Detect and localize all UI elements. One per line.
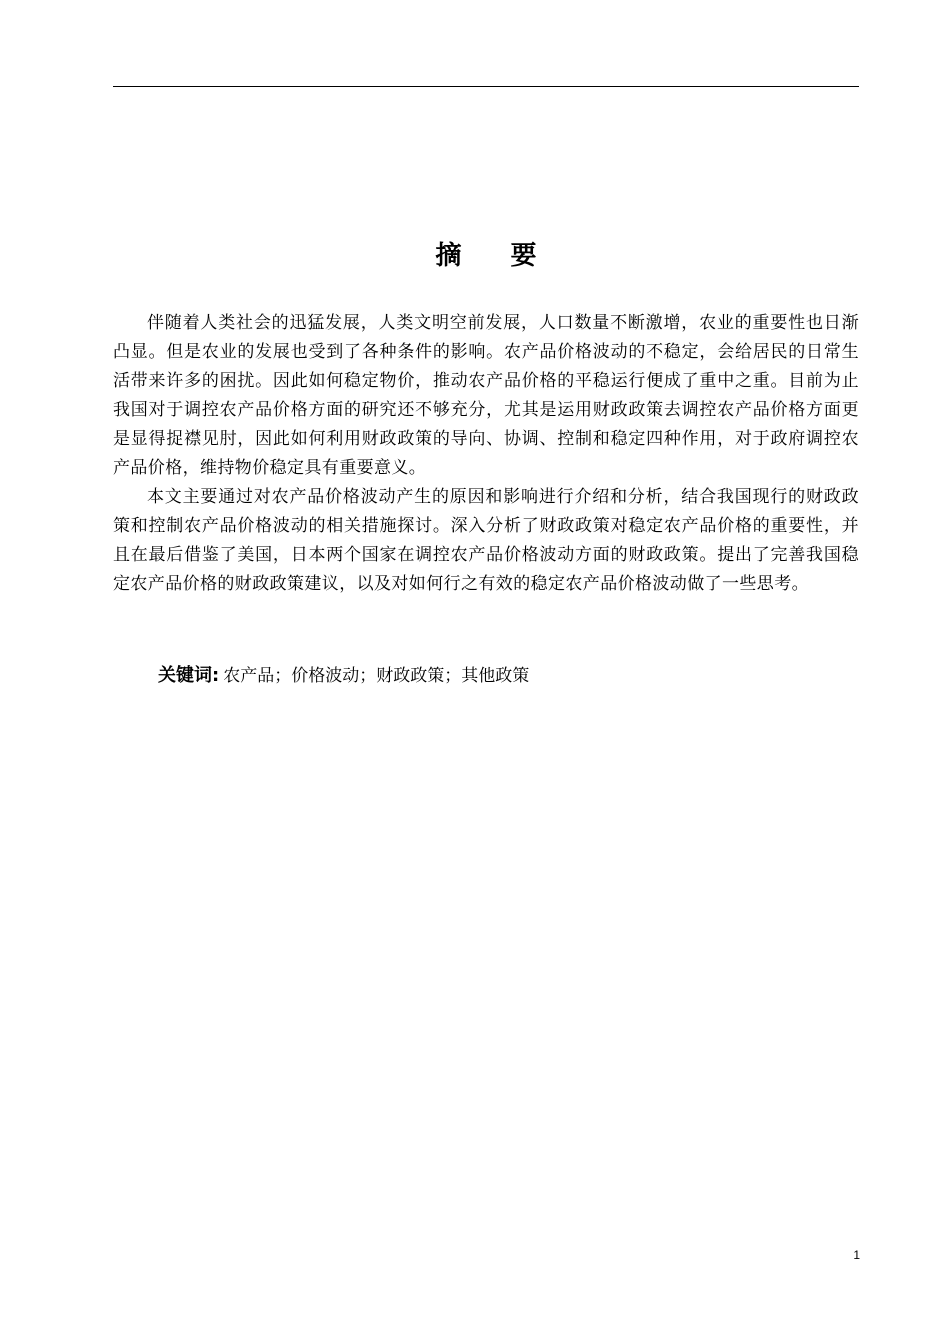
keywords-label: 关键词: [158, 665, 220, 686]
keywords-text: 农产品；价格波动；财政政策；其他政策 [223, 666, 530, 686]
abstract-body [113, 309, 859, 599]
abstract-paragraph-2: 本文主要通过对农产品价格波动产生的原因和影响进行介绍和分析，结合我国现行的财政政策和控制农产品价格波动的相关措施探讨。深入分析了财政政策对稳定农产品价格的重要性，并且在最后借鉴了美国，日本两个国家在调控农产品价格波动方面的财政政策。提出了完善我国稳定农产品价格的财政政策建议，以及对如何行之有效的稳定农产品价格波动做了一些思考。 [113, 487, 859, 594]
page-title: 摘 要 [435, 241, 557, 271]
header-rule [113, 86, 859, 87]
abstract-paragraph-1: 伴随着人类社会的迅猛发展，人类文明空前发展，人口数量不断激增，农业的重要性也日渐凸显。但是农业的发展也受到了各种条件的影响。农产品价格波动的不稳定，会给居民的日常生活带来许多的困扰。因此如何稳定物价，推动农产品价格的平稳运行便成了重中之重。目前为止我国对于调控农产品价格方面的研究还不够充分，尤其是运用财政政策去调控农产品价格方面更是显得捉襟见肘，因此如何利用财政政策的导向、协调、控制和稳定四种作用，对于政府调控农产品价格，维持物价稳定具有重要意义。 [113, 313, 859, 478]
keywords-line [158, 661, 858, 691]
page-number: 1 [853, 1248, 860, 1262]
